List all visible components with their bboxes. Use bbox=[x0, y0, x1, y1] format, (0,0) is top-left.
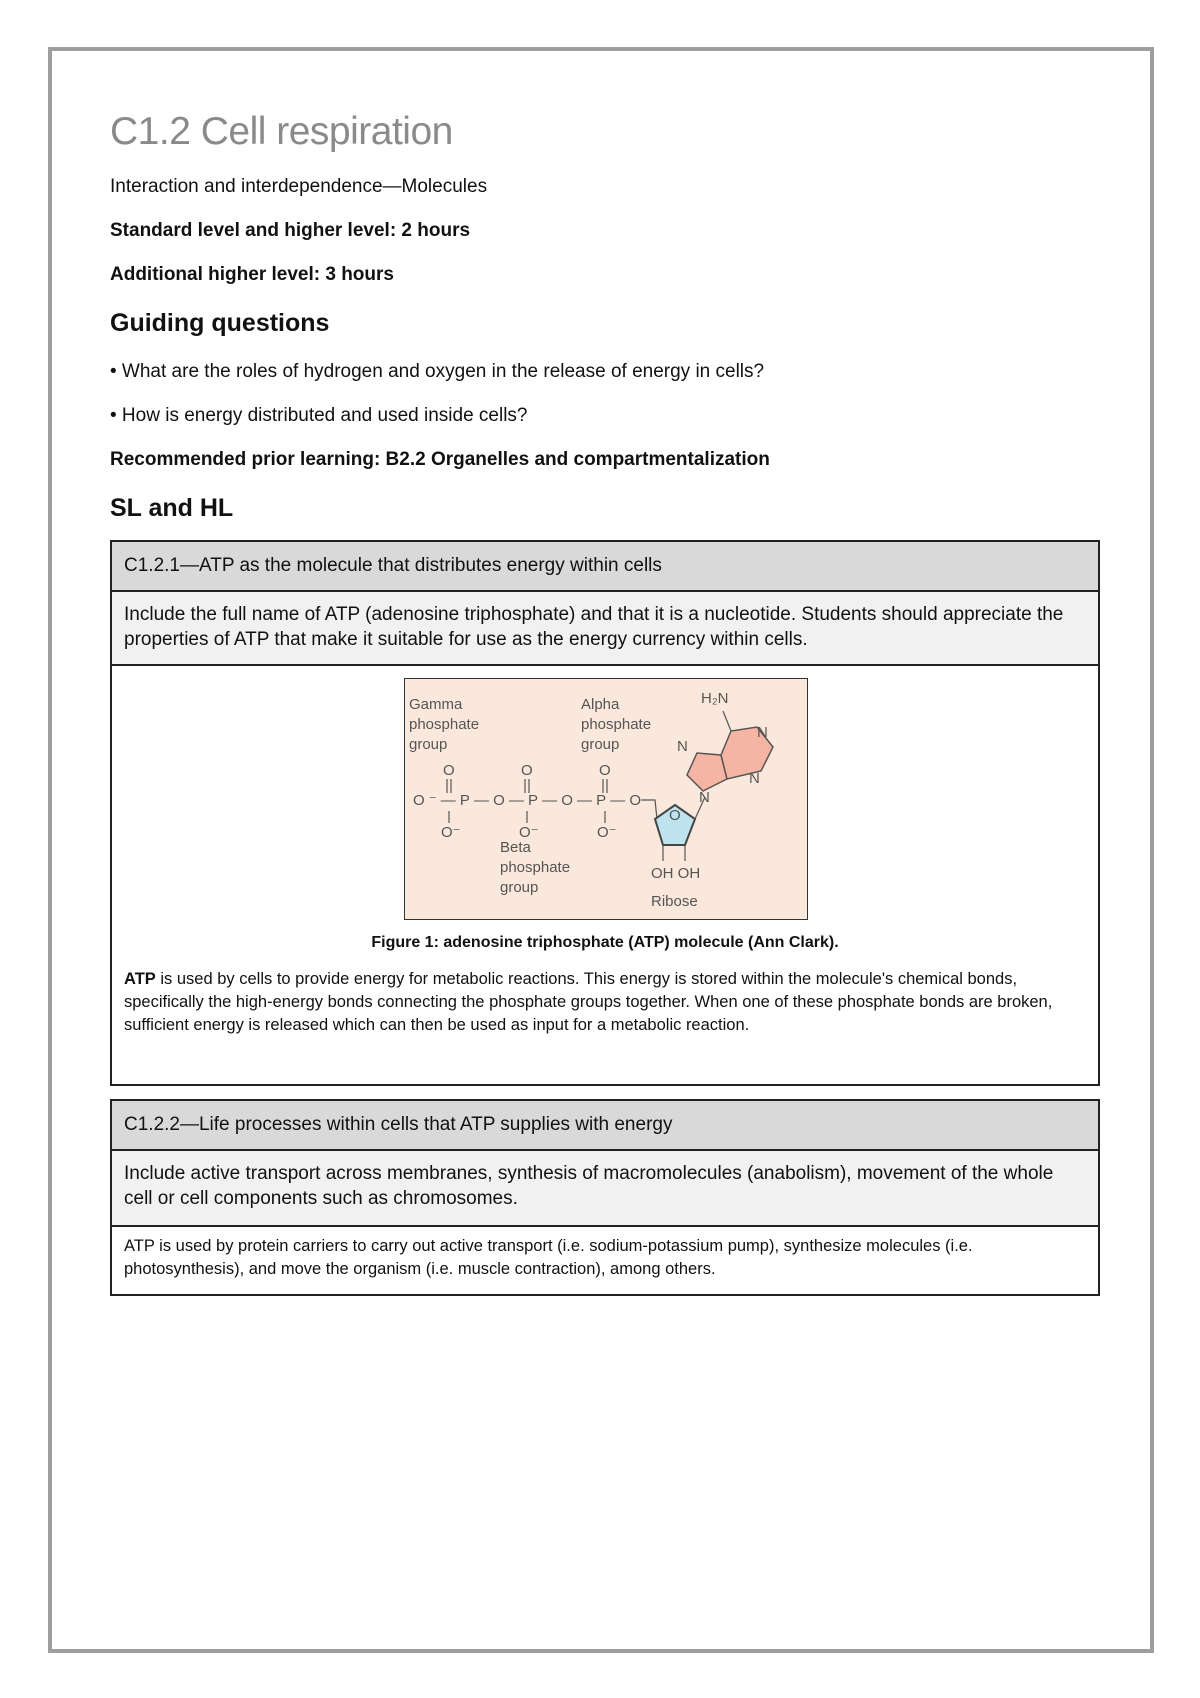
adenine-n3: N bbox=[749, 770, 760, 787]
oxygen-gamma: O bbox=[443, 762, 455, 779]
guidance-text: Include the full name of ATP (adenosine triphosphate) and that it is a nucleotide. Students should appreciate the properties of ATP that make it suitable for use as the energy currency within cells. bbox=[112, 592, 1098, 666]
question-2: • How is energy distributed and used inside cells? bbox=[110, 405, 528, 426]
gamma-label-1: Gamma bbox=[409, 696, 463, 713]
theme-line: Interaction and interdependence—Molecules bbox=[110, 176, 488, 197]
question-1: • What are the roles of hydrogen and oxygen in the release of energy in cells? bbox=[110, 361, 765, 382]
atp-figure bbox=[404, 678, 808, 920]
amine-group: H₂N bbox=[701, 690, 729, 707]
prior-learning: Recommended prior learning: B2.2 Organelles and compartmentalization bbox=[110, 449, 770, 470]
adenine-n1: N bbox=[757, 724, 768, 741]
atp-description: is used by cells to provide energy for metabolic reactions. This energy is stored within the molecule's chemical bonds, specifically the high-energy bonds connecting the phosphate groups together. When one of these phosphate bonds are broken, sufficient energy is released which can then be used as input for a metabolic reaction. bbox=[124, 970, 1053, 1034]
atp-term: ATP bbox=[124, 970, 156, 988]
ribose-oxygen: O bbox=[669, 807, 681, 824]
beta-label-1: Beta bbox=[500, 839, 531, 856]
atp-paragraph bbox=[124, 968, 1086, 1037]
page-title: C1.2 Cell respiration bbox=[110, 110, 453, 153]
phosphate-chain: O⁻—P—O—P—O—P—O bbox=[413, 792, 641, 809]
alpha-label-2: phosphate bbox=[581, 716, 652, 733]
adenine-n9: N bbox=[699, 789, 710, 806]
hours-sl-hl: Standard level and higher level: 2 hours bbox=[110, 220, 471, 241]
gamma-label-3: group bbox=[409, 736, 448, 753]
oxygen-alpha: O bbox=[599, 762, 611, 779]
beta-label-3: group bbox=[500, 879, 539, 896]
gamma-label-2: phosphate bbox=[409, 716, 480, 733]
understanding-heading-2: C1.2.2—Life processes within cells that ATP supplies with energy bbox=[112, 1101, 1098, 1151]
alpha-label-1: Alpha bbox=[581, 696, 620, 713]
oxygen-beta: O bbox=[521, 762, 533, 779]
understanding-box-c122 bbox=[110, 1099, 1100, 1296]
adenine-n7: N bbox=[677, 738, 688, 755]
notes-text-2: ATP is used by protein carriers to carry out active transport (i.e. sodium-potassium pump), synthesize molecules (i.e. photosynthesis), and move the organism (i.e. muscle contraction), among others. bbox=[124, 1237, 973, 1278]
alpha-label-3: group bbox=[581, 736, 620, 753]
beta-label-2: phosphate bbox=[500, 859, 571, 876]
hydroxyl-groups: OH OH bbox=[651, 865, 701, 882]
guidance-text-2: Include active transport across membranes, synthesis of macromolecules (anabolism), movement of the whole cell or cell components such as chromosomes. bbox=[112, 1151, 1098, 1227]
sl-hl-heading: SL and HL bbox=[110, 494, 234, 522]
oxygen-minus-gamma: O⁻ bbox=[441, 824, 461, 841]
figure-caption: Figure 1: adenosine triphosphate (ATP) molecule (Ann Clark). bbox=[371, 934, 839, 951]
notes-section bbox=[112, 666, 1098, 1084]
understanding-box-c121 bbox=[110, 540, 1100, 1086]
hours-ahl: Additional higher level: 3 hours bbox=[110, 264, 394, 285]
understanding-heading: C1.2.1—ATP as the molecule that distributes energy within cells bbox=[112, 542, 1098, 592]
ribose-label: Ribose bbox=[651, 893, 698, 910]
oxygen-minus-beta: O⁻ bbox=[519, 824, 539, 841]
guiding-questions-heading: Guiding questions bbox=[110, 309, 330, 337]
oxygen-minus-alpha: O⁻ bbox=[597, 824, 617, 841]
